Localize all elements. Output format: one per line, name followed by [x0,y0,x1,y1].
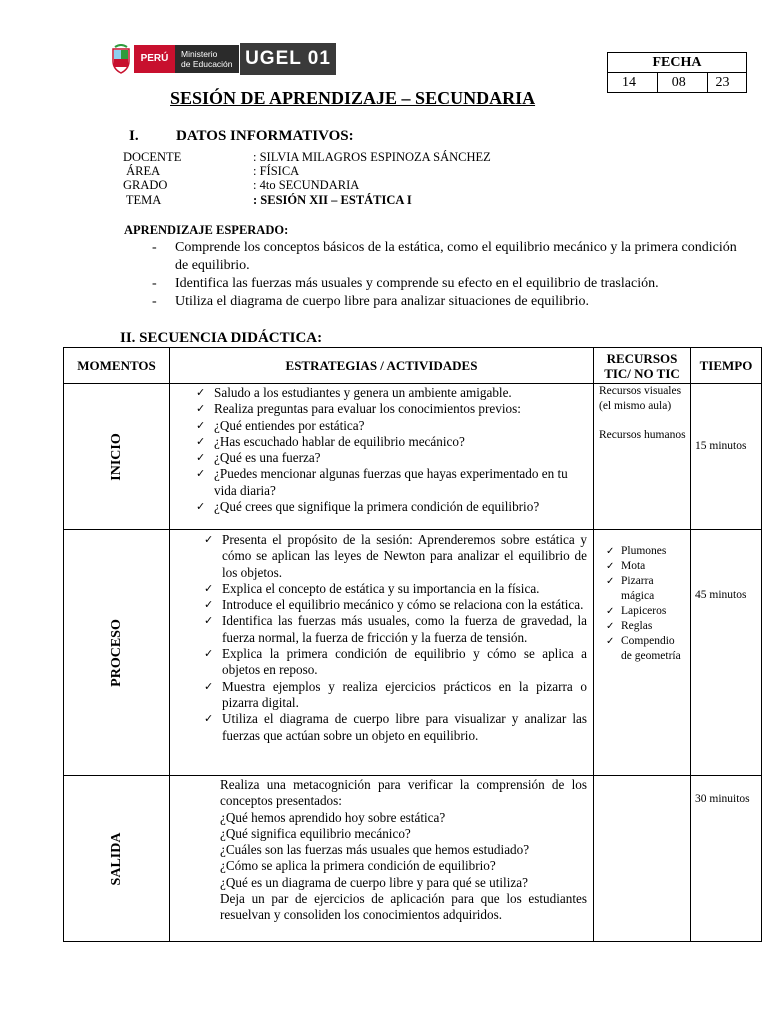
aprendizaje-text: Identifica las fuerzas más usuales y comprende su efecto en el equilibrio de traslación. [175,276,659,291]
activity-item: ✓ ¿Qué entiendes por estática? [194,418,587,434]
salida-line: Deja un par de ejercicios de aplicación para que los estudiantes resuelvan y consoliden los conocimientos adquiridos. [220,891,587,923]
page-title: SESIÓN DE APRENDIZAJE – SECUNDARIA [170,88,536,108]
fecha-year: 23 [707,73,747,93]
dash-marker: - [152,240,157,255]
salida-line: ¿Qué es un diagrama de cuerpo libre y para qué se utiliza? [220,874,528,890]
activities-cell [170,530,594,776]
activities-list [194,385,587,515]
resources-cell [594,530,691,776]
activity-item: ✓ ¿Qué crees que signifique la primera condición de equilibrio? [194,499,587,515]
resource-text: Recursos humanos [599,429,686,441]
resource-item: ✓ Plumones [604,544,688,559]
activity-item: ✓ ¿Has escuchado hablar de equilibrio mecánico? [194,434,587,450]
time-cell [691,776,762,942]
section-1-title: DATOS INFORMATIVOS: [176,128,354,144]
header-estrategias: ESTRATEGIAS / ACTIVIDADES [170,348,594,384]
fecha-table [607,52,747,93]
fecha-day: 14 [608,73,658,93]
activities-cell [170,384,594,530]
logo-peru-text: PERÚ [134,45,175,73]
dash-marker: - [152,276,157,291]
section-1-number: I. [129,128,139,144]
salida-line: ¿Qué hemos aprendido hoy sobre estática? [220,809,446,825]
activity-item: ✓ Explica la primera condición de equilibrio y cómo se aplica a objetos en reposo. [202,646,587,679]
activity-item: ✓ ¿Puedes mencionar algunas fuerzas que hayas experimentado en tu vida diaria? [194,466,587,499]
resources-block [594,384,690,443]
moment-cell [64,530,170,776]
header-recursos: RECURSOS TIC/ NO TIC [594,348,691,384]
salida-line: Realiza una metacognición para verificar la comprensión de los conceptos presentados: [220,777,587,809]
moment-salida: SALIDA [108,832,124,885]
activity-item: ✓ Introduce el equilibrio mecánico y cómo se relaciona con la estática. [202,597,587,613]
time-cell [691,530,762,776]
aprendizaje-title: APRENDIZAJE ESPERADO: [124,223,289,237]
info-row-tema [123,193,412,208]
logo-ugel-text: UGEL 01 [240,43,336,75]
info-row-grado [123,178,359,193]
resources-list [604,544,688,664]
moment-cell [64,384,170,530]
resources-cell [594,776,691,942]
header-tiempo: TIEMPO [691,348,762,384]
time-text: 45 minutos [695,589,747,601]
activities-list [202,532,587,744]
section-1-heading [129,128,354,145]
section-2-heading: II. SECUENCIA DIDÁCTICA: [120,330,323,346]
info-value: : 4to SECUNDARIA [253,178,360,192]
info-value: : SILVIA MILAGROS ESPINOZA SÁNCHEZ [253,150,491,164]
activity-item: ✓ Realiza preguntas para evaluar los conocimientos previos: [194,401,587,417]
info-label: ÁREA [123,164,161,178]
info-value: : SESIÓN XII – ESTÁTICA I [253,193,412,207]
resource-item: ✓ Reglas [604,619,688,634]
info-label: GRADO [123,178,168,192]
salida-line: ¿Qué significa equilibrio mecánico? [220,825,411,841]
activity-item: ✓ Identifica las fuerzas más usuales, como la fuerza de gravedad, la fuerza normal, la fuerza de fricción y la fuerza de tensión. [202,613,587,646]
row-inicio [64,384,762,530]
peru-shield-icon [110,43,132,75]
activity-item: ✓ Utiliza el diagrama de cuerpo libre para visualizar y analizar las fuerzas que actúan sobre un objeto en equilibrio. [202,711,587,744]
resource-item: ✓ Pizarra mágica [604,574,688,604]
secuencia-table [63,347,762,942]
logo-ministry-text [175,45,239,73]
info-label: DOCENTE [123,150,182,164]
activity-item: ✓ ¿Qué es una fuerza? [194,450,587,466]
aprendizaje-text: Utiliza el diagrama de cuerpo libre para analizar situaciones de equilibrio. [175,294,589,309]
aprendizaje-item [152,293,742,311]
row-proceso [64,530,762,776]
resources-cell [594,384,691,530]
activity-item: ✓ Presenta el propósito de la sesión: Aprenderemos sobre estática y cómo se aplican las leyes de Newton para analizar el equilibrio de los objetos. [202,532,587,581]
moment-proceso: PROCESO [108,618,124,687]
minedu-ugel-logo [110,43,336,75]
fecha-label: FECHA [608,53,747,73]
activity-item: ✓ Saludo a los estudiantes y genera un ambiente amigable. [194,385,587,401]
resource-item: ✓ Mota [604,559,688,574]
activity-item: ✓ Muestra ejemplos y realiza ejercicios prácticos en la pizarra o pizarra digital. [202,679,587,712]
header-momentos: MOMENTOS [64,348,170,384]
resource-item: ✓ Lapiceros [604,604,688,619]
fecha-month: 08 [657,73,707,93]
aprendizaje-item [152,275,742,293]
ministry-line-1: Ministerio [181,49,218,59]
salida-line: ¿Cuáles son las fuerzas más usuales que hemos estudiado? [220,842,530,858]
salida-block [220,777,587,924]
resource-text: Recursos visuales (el mismo aula) [599,385,682,412]
moment-inicio: INICIO [108,432,124,481]
time-cell [691,384,762,530]
moment-cell [64,776,170,942]
dash-marker: - [152,294,157,309]
info-row-area [123,164,299,179]
time-text: 15 minutos [695,440,747,452]
info-label: TEMA [123,193,162,207]
ministry-line-2: de Educación [181,59,233,69]
aprendizaje-text: Comprende los conceptos básicos de la estática, como el equilibrio mecánico y la primera condición de equilibrio. [175,240,737,273]
row-salida [64,776,762,942]
info-value: : FÍSICA [253,164,300,178]
aprendizaje-item [152,239,742,275]
activities-cell [170,776,594,942]
resource-item: ✓ Compendio de geometría [604,634,688,664]
salida-line: ¿Cómo se aplica la primera condición de equilibrio? [220,858,496,874]
activity-item: ✓ Explica el concepto de estática y su importancia en la física. [202,581,587,597]
time-text: 30 minuitos [695,793,750,805]
info-row-docente [123,150,491,165]
